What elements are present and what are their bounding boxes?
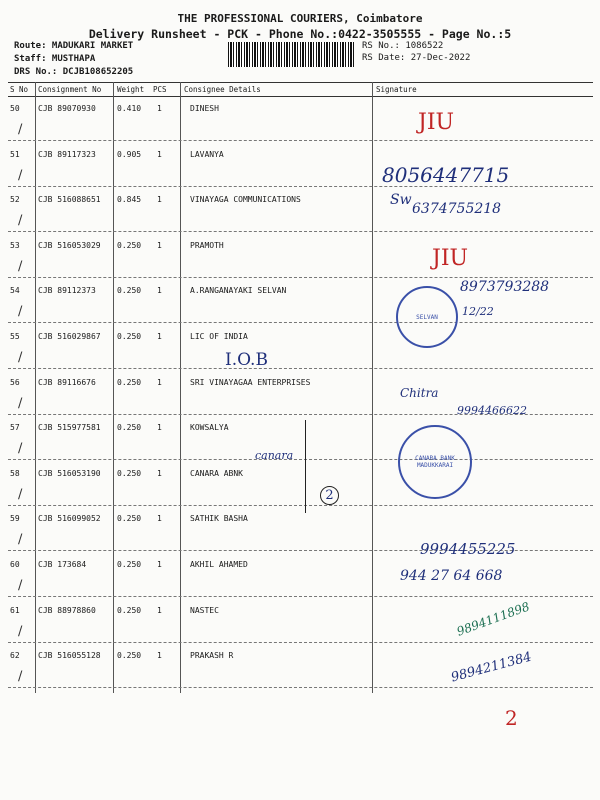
rs-number: RS No.: 1086522: [362, 41, 444, 51]
bracket-line: [305, 420, 306, 513]
signature-row-52-phone: 6374755218: [412, 201, 502, 217]
row-consignment-number: CJB 89116676: [38, 377, 96, 387]
signature-row-51: 8056447715: [382, 163, 510, 187]
tick-mark: ∕: [18, 532, 23, 548]
drs-label: DRS No.: DCJB108652205: [14, 67, 134, 77]
row-pcs: 1: [157, 240, 162, 250]
column-header-pcs: PCS: [153, 85, 167, 94]
row-consignment-number: CJB 515977581: [38, 423, 101, 433]
row-sno: 59: [10, 514, 20, 524]
tick-mark: ∕: [18, 623, 23, 639]
row-weight: 0.250: [117, 468, 142, 478]
row-consignee: SRI VINAYAGAA ENTERPRISES: [190, 377, 311, 387]
row-pcs: 1: [157, 332, 162, 341]
row-sno: 61: [10, 605, 20, 615]
signature-row-54-date: 12/22: [462, 305, 494, 318]
row-consignee: PRAKASH R: [190, 651, 234, 661]
note-row-58: 2: [320, 486, 339, 505]
row-weight: 0.250: [117, 514, 142, 524]
tick-mark: ∕: [18, 213, 23, 229]
row-sno: 54: [10, 286, 20, 296]
row-separator: [8, 642, 593, 643]
signature-row-56-name: Chitra: [400, 386, 439, 400]
row-pcs: 1: [157, 149, 162, 159]
row-sno: 60: [10, 560, 20, 569]
column-divider: [35, 82, 36, 693]
row-separator: [8, 505, 593, 506]
row-weight: 0.410: [117, 104, 142, 113]
row-consignment-number: CJB 89112373: [38, 286, 96, 296]
row-sno: 51: [10, 149, 20, 159]
tick-mark: ∕: [18, 304, 23, 320]
signature-row-52-name: Sw: [390, 192, 412, 208]
row-consignment-number: CJB 89117323: [38, 149, 96, 159]
note-row-55: I.O.B: [225, 350, 268, 370]
tick-mark: ∕: [18, 486, 23, 502]
row-weight: 0.250: [117, 560, 142, 569]
row-weight: 0.250: [117, 240, 142, 250]
tick-mark: ∕: [18, 122, 23, 137]
row-separator: [8, 277, 593, 278]
runsheet-title: THE PROFESSIONAL COURIERS, Coimbatore: [177, 12, 423, 25]
row-consignment-number: CJB 88978860: [38, 605, 96, 615]
row-sno: 52: [10, 195, 20, 205]
row-separator: [8, 140, 593, 141]
row-sno: 58: [10, 468, 20, 478]
row-pcs: 1: [157, 423, 162, 433]
barcode: [228, 42, 354, 67]
page-total-note: 2: [505, 706, 518, 730]
row-separator: [8, 322, 593, 323]
row-consignee: LAVANYA: [190, 149, 224, 159]
signature-row-62: 9894211384: [449, 649, 534, 686]
row-sno: 55: [10, 332, 20, 341]
row-separator: [8, 687, 593, 688]
row-weight: 0.250: [117, 423, 142, 433]
row-consignee: KOWSALYA: [190, 423, 229, 433]
row-consignment-number: CJB 516055128: [38, 651, 101, 661]
staff-label: Staff: MUSTHAPA: [14, 54, 96, 64]
row-sno: 50: [10, 104, 20, 113]
column-divider: [180, 82, 181, 693]
row-consignee: VINAYAGA COMMUNICATIONS: [190, 195, 301, 205]
row-consignee: AKHIL AHAMED: [190, 560, 248, 569]
stamp-row-57: CANARA BANK MADUKKARAI: [398, 425, 472, 499]
column-header-sno: S No: [10, 85, 29, 94]
row-consignment-number: CJB 516053190: [38, 468, 101, 478]
row-pcs: 1: [157, 605, 162, 615]
row-consignee: LIC OF INDIA: [190, 332, 248, 341]
row-consignee: SATHIK BASHA: [190, 514, 248, 524]
row-pcs: 1: [157, 377, 162, 387]
row-consignee: DINESH: [190, 104, 219, 113]
row-consignment-number: CJB 516053029: [38, 240, 101, 250]
row-separator: [8, 596, 593, 597]
row-pcs: 1: [157, 195, 162, 205]
row-weight: 0.250: [117, 332, 142, 341]
signature-row-60: 944 27 64 668: [400, 568, 503, 584]
row-separator: [8, 231, 593, 232]
signature-row-54-phone: 8973793288: [460, 279, 550, 295]
tick-mark: ∕: [18, 441, 23, 457]
tick-mark: ∕: [18, 578, 23, 593]
stamp-row-54: SELVAN: [396, 286, 458, 348]
row-sno: 53: [10, 240, 20, 250]
column-header-weight: Weight: [117, 85, 145, 94]
signature-row-50: JIU: [418, 110, 455, 135]
tick-mark: ∕: [18, 669, 23, 685]
column-header-signature: Signature: [376, 85, 417, 94]
row-pcs: 1: [157, 651, 162, 661]
row-separator: [8, 368, 593, 369]
row-separator: [8, 459, 593, 460]
row-consignment-number: CJB 89070930: [38, 104, 96, 113]
row-weight: 0.250: [117, 651, 142, 661]
row-weight: 0.250: [117, 377, 142, 387]
row-consignee: NASTEC: [190, 605, 219, 615]
table-top-border: [8, 82, 593, 83]
rs-date: RS Date: 27-Dec-2022: [362, 53, 471, 63]
row-consignment-number: CJB 516088651: [38, 195, 101, 205]
row-weight: 0.250: [117, 605, 142, 615]
signature-row-56-phone: 9994466622: [457, 404, 527, 417]
row-weight: 0.845: [117, 195, 142, 205]
row-pcs: 1: [157, 560, 162, 569]
tick-mark: ∕: [18, 258, 23, 274]
row-consignment-number: CJB 516029867: [38, 332, 101, 341]
row-consignment-number: CJB 516099052: [38, 514, 101, 524]
row-pcs: 1: [157, 514, 162, 524]
signature-row-61: 9894111898: [454, 599, 532, 639]
header-bottom-border: [8, 96, 593, 97]
row-consignee: A.RANGANAYAKI SELVAN: [190, 286, 287, 296]
route-label: Route: MADUKARI MARKET: [14, 41, 134, 51]
row-sno: 56: [10, 377, 20, 387]
runsheet-subtitle: Delivery Runsheet - PCK - Phone No.:0422-3505555 - Page No.:5: [88, 27, 512, 41]
tick-mark: ∕: [18, 395, 23, 411]
row-sno: 62: [10, 651, 20, 661]
column-header-consignment: Consignment No: [38, 85, 102, 94]
note-row-57: canara: [255, 449, 294, 462]
row-consignee: CANARA ABNK: [190, 468, 243, 478]
row-weight: 0.905: [117, 149, 142, 159]
row-pcs: 1: [157, 104, 162, 113]
row-consignment-number: CJB 173684: [38, 560, 87, 569]
row-sno: 57: [10, 423, 20, 433]
column-divider: [372, 82, 373, 693]
row-consignee: PRAMOTH: [190, 240, 224, 250]
column-header-consignee: Consignee Details: [184, 85, 261, 94]
row-pcs: 1: [157, 286, 162, 296]
row-weight: 0.250: [117, 286, 142, 296]
column-divider: [113, 82, 114, 693]
signature-row-53: JIU: [432, 246, 469, 271]
row-pcs: 1: [157, 468, 162, 478]
tick-mark: ∕: [18, 350, 23, 365]
signature-row-59: 9994455225: [420, 540, 516, 558]
tick-mark: ∕: [18, 167, 23, 183]
